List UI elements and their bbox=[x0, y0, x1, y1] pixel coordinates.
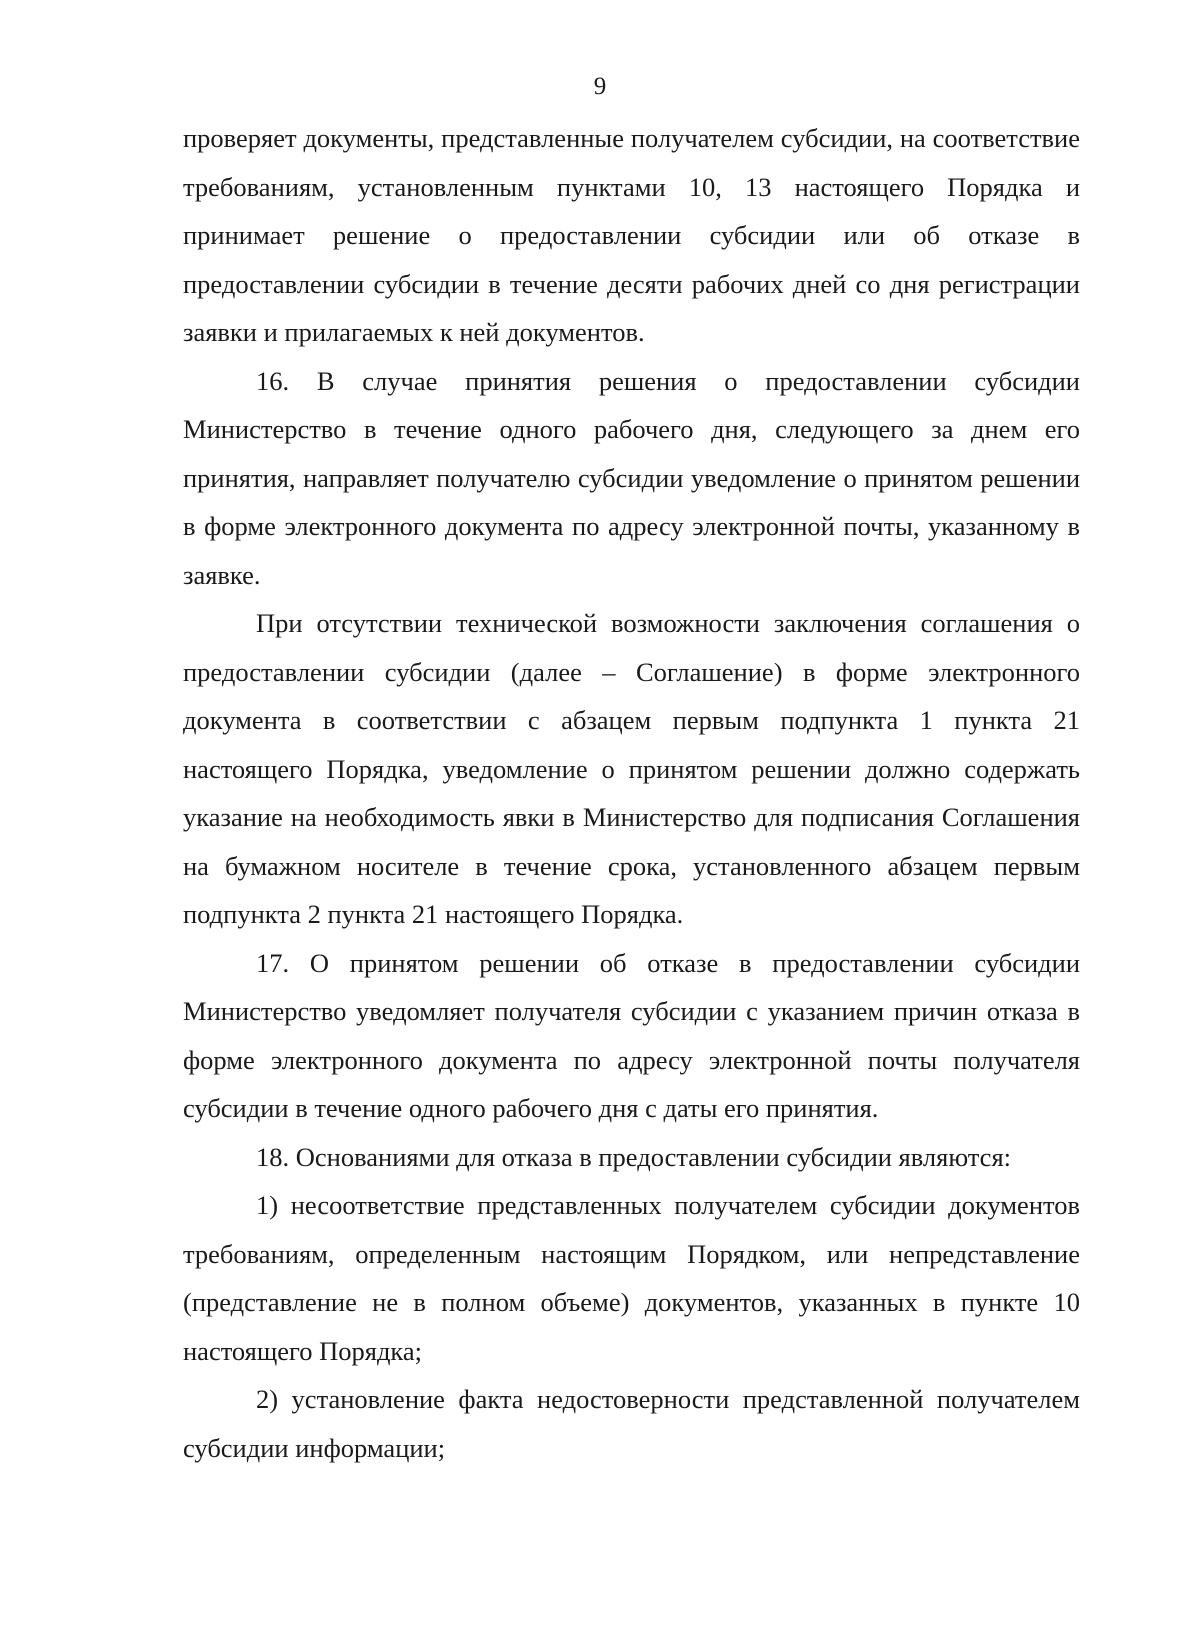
page-number: 9 bbox=[593, 73, 607, 100]
paragraph-clause-17: 17. О принятом решении об отказе в предоставлении субсидии Министерство уведомляет получателя субсидии с указанием причин отказа в форме электронного документа по адресу электронной почты получателя субсидии в течение одного рабочего дня с даты его принятия. bbox=[183, 947, 1080, 1123]
document-body bbox=[183, 114, 1080, 1472]
paragraph-clause-16: 16. В случае принятия решения о предоставлении субсидии Министерство в течение одного рабочего дня, следующего за днем его принятия, направляет получателю субсидии уведомление о принятом решении в форме электронного документа по адресу электронной почты, указанному в заявке. bbox=[183, 365, 1080, 590]
paragraph-clause-18-item-1: 1) несоответствие представленных получателем субсидии документов требованиям, определенным настоящим Порядком, или непредставление (представление не в полном объеме) документов, указанных в пункте 10 настоящего Порядка; bbox=[183, 1190, 1080, 1366]
paragraph-continuation: проверяет документы, представленные получателем субсидии, на соответствие требованиям, установленным пунктами 10, 13 настоящего Порядка и принимает решение о предоставлении субсидии или об отказе в предоставлении субсидии в течение десяти рабочих дней со дня регистрации заявки и прилагаемых к ней документов. bbox=[183, 123, 1080, 347]
paragraph-clause-18: 18. Основаниями для отказа в предоставлении субсидии являются: bbox=[256, 1141, 1011, 1172]
paragraph-clause-16-technical: При отсутствии технической возможности заключения соглашения о предоставлении субсидии (далее – Соглашение) в форме электронного документа в соответствии с абзацем первым подпункта 1 пункта 21 настоящего Порядка, уведомление о принятом решении должно содержать указание на необходимость явки в Министерство для подписания Соглашения на бумажном носителе в течение срока, установленного абзацем первым подпункта 2 пункта 21 настоящего Порядка. bbox=[183, 608, 1080, 929]
paragraph-clause-18-item-2: 2) установление факта недостоверности представленной получателем субсидии информации; bbox=[183, 1384, 1080, 1463]
